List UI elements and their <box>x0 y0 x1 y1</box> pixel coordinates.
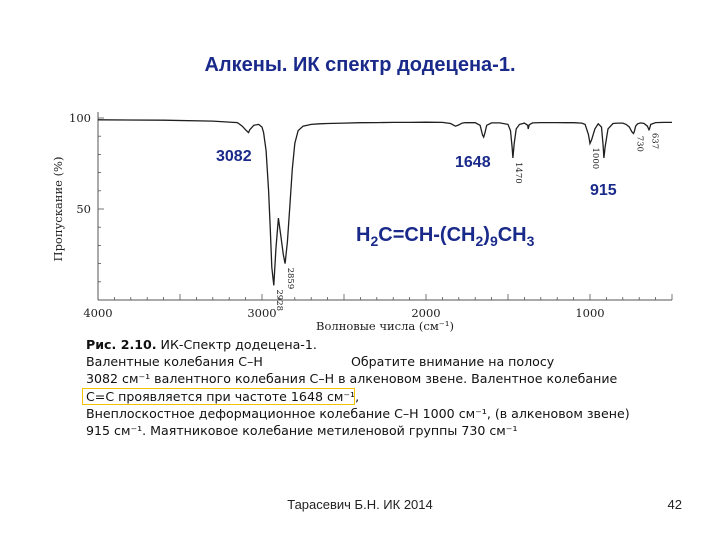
peak-label-2859: 2859 <box>285 267 296 290</box>
slide-title: Алкены. ИК спектр додецена-1. <box>204 54 516 76</box>
x-tick-label: 3000 <box>247 306 277 320</box>
annotation-3082: 3082 <box>216 148 252 165</box>
caption-line-6: 915 см⁻¹. Маятниковое колебание метиленовой группы 730 см⁻¹ <box>86 422 518 438</box>
highlight-box <box>82 388 355 405</box>
page-number: 42 <box>667 497 682 512</box>
caption-line-5: Внеплоскостное деформационное колебание С–Н 1000 см⁻¹, (в алкеновом звене) <box>86 405 630 421</box>
formula-part: CH <box>497 224 527 246</box>
x-tick-label: 4000 <box>83 306 113 320</box>
y-axis-label: Пропускание (%) <box>51 156 65 262</box>
formula-subscript: 2 <box>475 233 484 249</box>
footer-author: Тарасевич Б.Н. ИК 2014 <box>287 497 433 512</box>
chemical-formula <box>356 224 534 249</box>
caption-line-2 <box>86 353 646 370</box>
peak-label-730: 730 <box>634 135 645 152</box>
formula-part: H <box>356 224 371 246</box>
caption-line-2-left: Валентные колебания С–Н <box>86 354 263 370</box>
y-tick-label: 50 <box>76 202 91 216</box>
chart-ticks <box>69 111 672 320</box>
formula-part: ) <box>483 224 490 246</box>
spectrum-series-line <box>98 120 672 286</box>
caption-line-3: 3082 см⁻¹ валентного колебания С–Н в алкеновом звене. Валентное колебание <box>86 371 618 387</box>
chart-axes <box>98 112 672 300</box>
formula-subscript: 9 <box>489 233 498 249</box>
annotation-1648: 1648 <box>455 154 491 171</box>
x-tick-label: 1000 <box>575 306 605 320</box>
formula-part: C=CH-(CH <box>378 224 476 246</box>
formula-subscript: 3 <box>526 233 535 249</box>
caption-line-4: С=С проявляется при частоте 1648 см⁻¹, <box>86 388 360 404</box>
peak-label-637: 637 <box>649 132 660 150</box>
caption-title: ИК-Спектр додецена-1. <box>156 337 317 352</box>
caption-line-2-right: Обратите внимание на полосу <box>351 354 555 370</box>
formula-subscript: 2 <box>370 233 379 249</box>
peak-label-1470: 1470 <box>512 162 523 184</box>
caption-label: Рис. 2.10. <box>86 337 157 352</box>
y-tick-label: 100 <box>69 111 91 125</box>
x-axis-label: Волновые числа (см⁻¹) <box>316 319 454 333</box>
peak-label-1000: 1000 <box>590 147 600 170</box>
peak-label-2928: 2928 <box>273 289 284 312</box>
caption-line-1 <box>86 336 646 353</box>
x-tick-label: 2000 <box>411 306 441 320</box>
annotation-915: 915 <box>590 182 617 199</box>
